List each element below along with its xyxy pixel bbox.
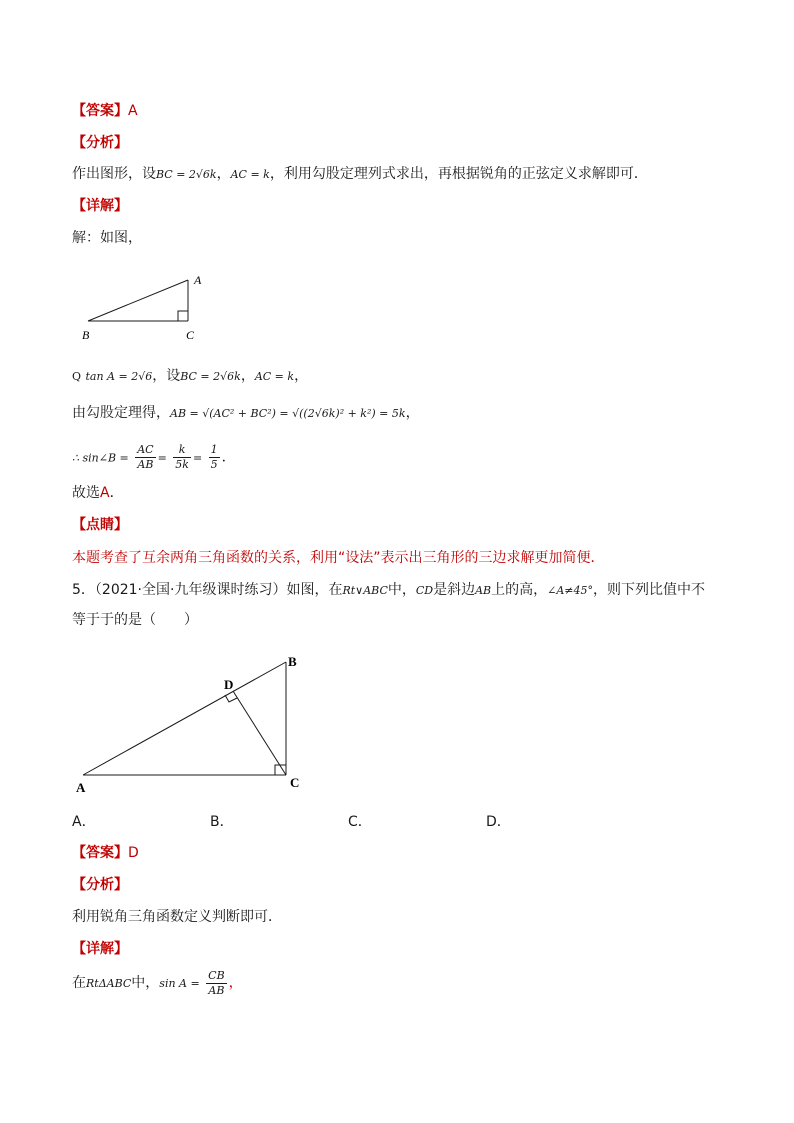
option-b[interactable]: B． bbox=[210, 814, 234, 830]
label-a: A bbox=[76, 780, 86, 795]
label-c: C bbox=[186, 328, 195, 342]
fraction-cb-ab: $\frac{CB}{AB}$ bbox=[208, 968, 225, 997]
answer-5: 【答案】D bbox=[72, 845, 139, 861]
option-c[interactable]: C． bbox=[348, 814, 372, 830]
triangle-figure-5 bbox=[70, 650, 320, 800]
answer-header: 【答案】 bbox=[72, 103, 128, 119]
pythagoras-expr: AB = √(AC² + BC²) = √((2√6k)² + k²) = 5k bbox=[170, 407, 406, 420]
question-5-line-1: 5．（2021·全国·九年级课时练习）如图，在Rt∨ABC中，CD是斜边AB上的高，∠A≠45°，则下列比值中不 bbox=[72, 582, 706, 598]
triangle-figure-1 bbox=[78, 268, 218, 344]
detail-intro: 解：如图， bbox=[72, 230, 142, 246]
analysis-5-text: 利用锐角三角函数定义判断即可． bbox=[72, 909, 282, 925]
label-b: B bbox=[82, 328, 90, 342]
option-d[interactable]: D． bbox=[486, 814, 511, 830]
comment-header: 【点睛】 bbox=[72, 517, 128, 533]
detail-choose: 故选A． bbox=[72, 485, 124, 501]
question-5-line-2: 等于于的是（ ） bbox=[72, 612, 198, 628]
answer-1 bbox=[72, 101, 138, 121]
question-5-options bbox=[72, 812, 624, 832]
answer-5-value: D bbox=[128, 845, 139, 861]
edge-ab bbox=[83, 662, 286, 775]
expr-bc: BC = 2√6k bbox=[156, 168, 217, 181]
analysis-header: 【分析】 bbox=[72, 135, 128, 151]
detail-header: 【详解】 bbox=[72, 198, 128, 214]
analysis-5-header: 【分析】 bbox=[72, 877, 128, 893]
detail-5-line-1: 在RtΔABC中，sin A = $\frac{CB}{AB}$ ， bbox=[72, 968, 243, 997]
altitude-cd bbox=[233, 691, 286, 775]
detail-line-2: 由勾股定理得，AB = √(AC² + BC²) = √((2√6k)² + k²) = 5k， bbox=[72, 405, 420, 421]
label-b: B bbox=[288, 654, 297, 669]
right-angle-mark bbox=[178, 311, 188, 321]
comment-text: 本题考查了互余两角三角函数的关系，利用“设法”表示出三角形的三边求解更加简便． bbox=[72, 550, 605, 566]
analysis-text: 作出图形，设BC = 2√6k，AC = k，利用勾股定理列式求出，再根据锐角的正弦定义求解即可． bbox=[72, 166, 648, 182]
right-angle-mark-d bbox=[225, 695, 237, 702]
answer-value: A bbox=[128, 103, 138, 119]
label-d: D bbox=[224, 677, 234, 692]
fraction-k-5k: $\frac{k}{5k}$ bbox=[175, 443, 189, 471]
expr-ac: AC = k bbox=[230, 168, 270, 181]
label-c: C bbox=[290, 775, 300, 790]
edge-ab bbox=[88, 280, 188, 321]
option-a[interactable]: A． bbox=[72, 814, 96, 830]
fraction-1-5: $\frac{1}{5}$ bbox=[210, 443, 218, 471]
fraction-ac-ab: $\frac{AC}{AB}$ bbox=[137, 443, 154, 471]
detail-line-1: Q tan A = 2√6，设BC = 2√6k，AC = k， bbox=[72, 368, 309, 384]
label-a: A bbox=[194, 273, 202, 287]
detail-line-3: ∴ sin∠B = $\frac{AC}{AB}$ = $\frac{k}{5k}$ = $\frac{1}{5}$ ． bbox=[72, 443, 236, 471]
detail-5-header: 【详解】 bbox=[72, 941, 128, 957]
